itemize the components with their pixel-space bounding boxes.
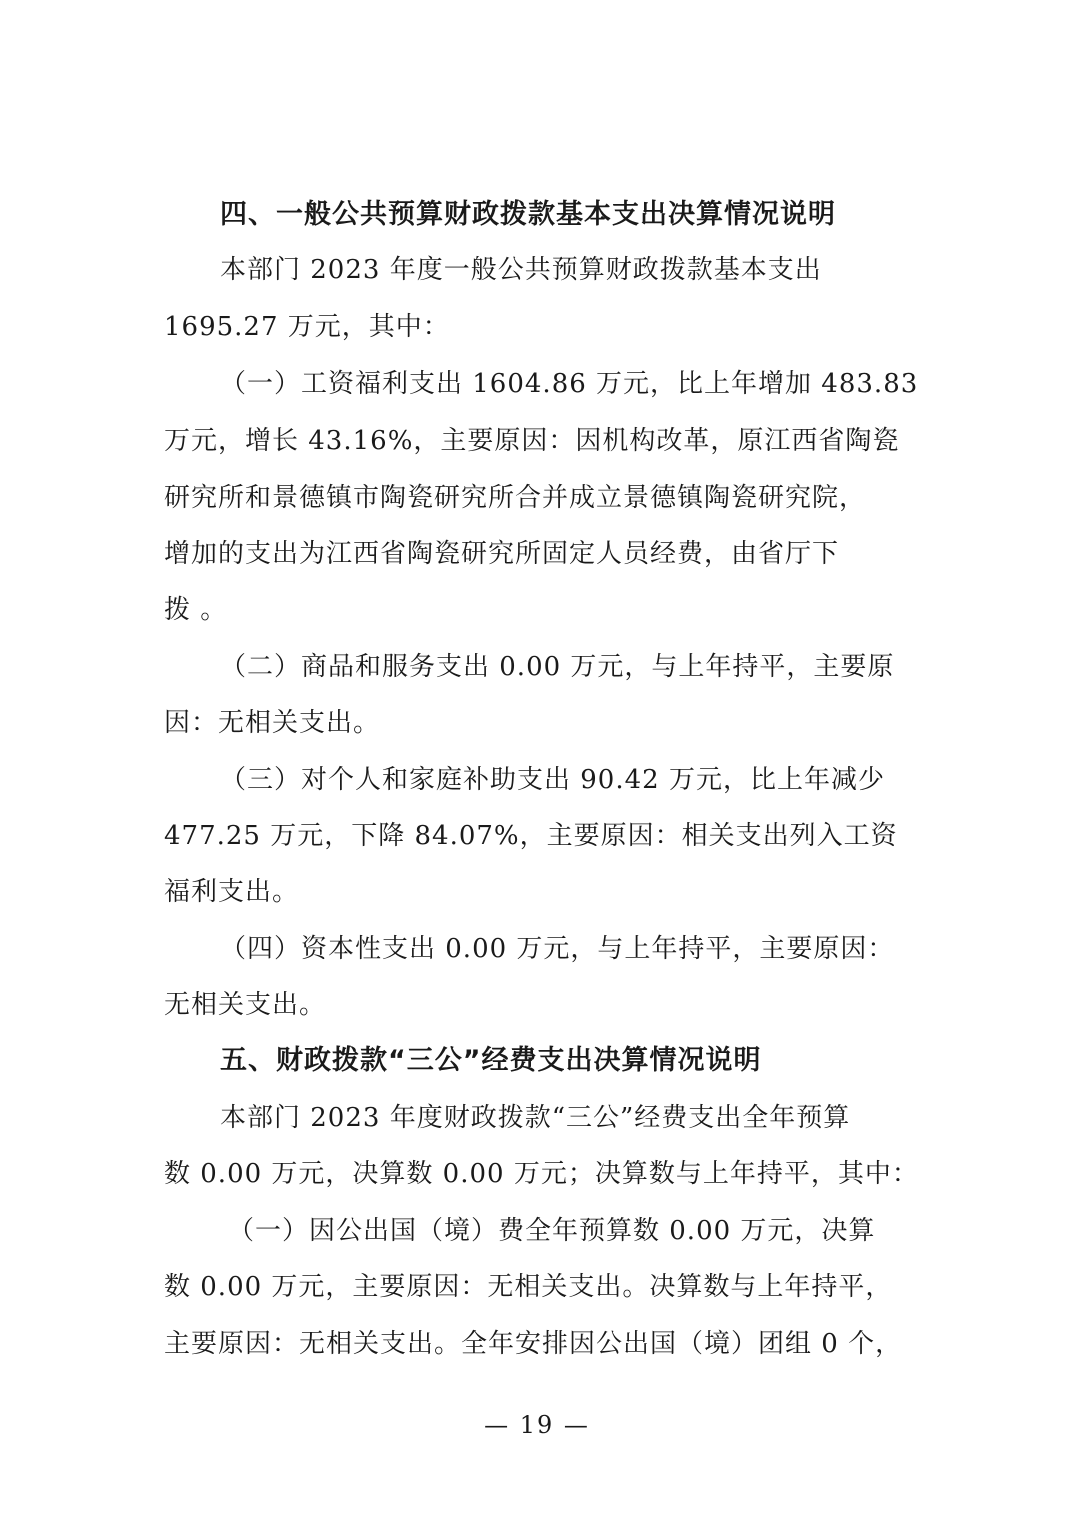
section-5-heading: 五、财政拨款“三公”经费支出决算情况说明	[220, 1045, 762, 1076]
section-4-item-2-line-1: （二）商品和服务支出 0.00 万元，与上年持平，主要原	[220, 652, 895, 682]
section-4-item-3-line-2: 477.25 万元，下降 84.07%，主要原因：相关支出列入工资	[164, 821, 898, 851]
section-4-item-1-line-3: 研究所和景德镇市陶瓷研究所合并成立景德镇陶瓷研究院，	[164, 483, 867, 513]
section-4-heading: 四、一般公共预算财政拨款基本支出决算情况说明	[220, 199, 836, 230]
section-4-item-4-line-2: 无相关支出。	[164, 990, 327, 1020]
section-4-item-3-line-3: 福利支出。	[164, 877, 300, 907]
section-4-item-1-line-1: （一）工资福利支出 1604.86 万元，比上年增加 483.83	[220, 369, 919, 399]
section-4-item-1-line-2: 万元，增长 43.16%，主要原因：因机构改革，原江西省陶瓷	[164, 426, 900, 456]
section-4-intro-line-1: 本部门 2023 年度一般公共预算财政拨款基本支出	[220, 255, 822, 285]
section-5-intro-line-1: 本部门 2023 年度财政拨款“三公”经费支出全年预算	[220, 1103, 851, 1133]
section-4-item-2-line-2: 因：无相关支出。	[164, 708, 381, 738]
section-4-item-3-line-1: （三）对个人和家庭补助支出 90.42 万元，比上年减少	[220, 765, 885, 795]
section-5-item-1-line-2: 数 0.00 万元，主要原因：无相关支出。决算数与上年持平，	[164, 1272, 893, 1302]
section-5-intro-line-2: 数 0.00 万元，决算数 0.00 万元；决算数与上年持平，其中：	[164, 1159, 919, 1189]
section-4-item-1-line-4: 增加的支出为江西省陶瓷研究所固定人员经费，由省厅下	[164, 539, 840, 569]
section-5-item-1-line-3: 主要原因：无相关支出。全年安排因公出国（境）团组 0 个，	[164, 1329, 903, 1359]
section-4-intro-line-2: 1695.27 万元，其中：	[164, 312, 450, 342]
section-5-item-1-line-1: （一）因公出国（境）费全年预算数 0.00 万元，决算	[228, 1216, 876, 1246]
section-4-item-4-line-1: （四）资本性支出 0.00 万元，与上年持平，主要原因：	[220, 934, 895, 964]
section-4-item-1-line-5: 拨 。	[164, 595, 228, 625]
page-number: — 19 —	[484, 1411, 590, 1439]
